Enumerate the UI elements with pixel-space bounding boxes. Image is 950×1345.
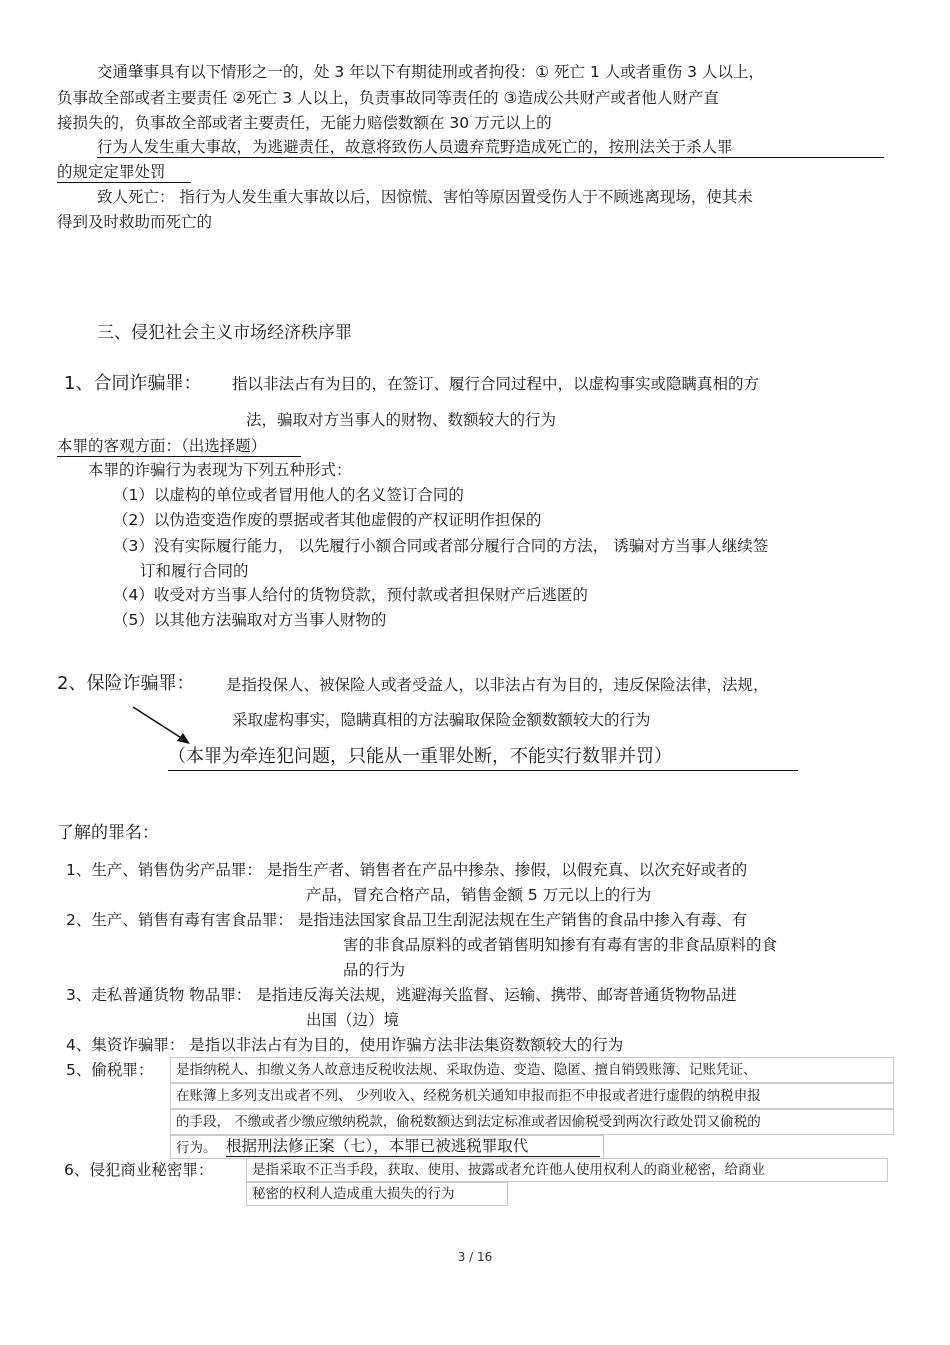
form-item-3-cont: 订和履行合同的 — [140, 562, 249, 580]
known-item-4: 4、集资诈骗罪： 是指以非法占有为目的，使用诈骗方法非法集资数额较大的行为 — [66, 1036, 624, 1054]
underline-traffic-4 — [97, 157, 884, 158]
insurance-fraud-def-2: 采取虚构事实，隐瞒真相的方法骗取保险金额数额较大的行为 — [232, 711, 651, 729]
known-item-5-line-2: 在账簿上多列支出或者不列、 少列收入、经税务机关通知申报而拒不申报或者进行虚假的纳税申报 — [176, 1088, 761, 1104]
known-item-6-line-2: 秘密的权利人造成重大损失的行为 — [252, 1186, 455, 1202]
known-item-5-note: 根据刑法修正案（七），本罪已被逃税罪取代 — [226, 1137, 529, 1155]
contract-fraud-def-1: 指以非法占有为目的，在签订、履行合同过程中，以虚构事实或隐瞒真相的方 — [232, 375, 760, 393]
insurance-fraud-def-1: 是指投保人、被保险人或者受益人，以非法占有为目的，违反保险法律，法规， — [226, 676, 769, 694]
known-item-5-line-3: 的手段， 不缴或者少缴应缴纳税款，偷税数额达到法定标准或者因偷税受到两次行政处罚又偷税的 — [176, 1114, 761, 1130]
known-item-2-cont-2: 品的行为 — [343, 961, 406, 979]
contract-fraud-def-2: 法，骗取对方当事人的财物、数额较大的行为 — [246, 411, 557, 429]
known-item-5-title: 5、偷税罪： — [66, 1061, 154, 1079]
traffic-line-4: 行为人发生重大事故，为逃避责任，故意将致伤人员遗弃荒野造成死亡的，按刑法关于杀人罪 — [97, 138, 733, 156]
form-item-1: （1）以虚构的单位或者冒用他人的名义签订合同的 — [113, 486, 464, 504]
form-item-3: （3）没有实际履行能力， 以先履行小额合同或者部分履行合同的方法， 诱骗对方当事人继续签 — [113, 537, 769, 555]
traffic-line-6: 致人死亡： 指行为人发生重大事故以后，因惊慌、害怕等原因置受伤人于不顾逃离现场，使其未 — [97, 188, 753, 206]
traffic-line-7: 得到及时救助而死亡的 — [57, 213, 213, 231]
underline-insurance-note — [168, 770, 798, 771]
contract-fraud-title: 1、合同诈骗罪： — [64, 373, 202, 394]
traffic-line-2: 负事故全部或者主要责任 ②死亡 3 人以上，负责事故同等责任的 ③造成公共财产或者他人财产直 — [57, 89, 719, 107]
objective-aspect: 本罪的客观方面：（出选择题） — [57, 437, 267, 455]
underline-tax-note — [226, 1156, 600, 1157]
known-item-2-cont-1: 害的非食品原料的或者销售明知掺有有毒有害的非食品原料的食 — [343, 936, 778, 954]
form-item-2: （2）以伪造变造作废的票据或者其他虚假的产权证明作担保的 — [113, 511, 542, 529]
insurance-fraud-note: （本罪为牵连犯问题，只能从一重罪处断，不能实行数罪并罚） — [168, 746, 672, 767]
known-item-3: 3、走私普通货物 物品罪： 是指违反海关法规，逃避海关监督、运输、携带、邮寄普通货物物品进 — [66, 986, 737, 1004]
traffic-line-5: 的规定定罪处罚 — [57, 163, 166, 181]
known-item-2: 2、生产、销售有毒有害食品罪： 是指违法国家食品卫生刮泥法规在生产销售的食品中掺入有毒、有 — [66, 911, 748, 929]
forms-intro: 本罪的诈骗行为表现为下列五种形式： — [88, 461, 352, 479]
arrow-icon — [130, 704, 194, 748]
traffic-line-1: 交通肇事具有以下情形之一的，处 3 年以下有期徒刑或者拘役：① 死亡 1 人或者重伤 3 人以上， — [97, 63, 764, 81]
insurance-fraud-title: 2、保险诈骗罪： — [57, 673, 195, 694]
known-item-6-title: 6、侵犯商业秘密罪： — [64, 1161, 214, 1179]
underline-traffic-5 — [57, 182, 191, 183]
form-item-5: （5）以其他方法骗取对方当事人财物的 — [113, 611, 387, 629]
underline-objective — [57, 456, 301, 457]
known-item-3-cont: 出国（边）境 — [306, 1011, 400, 1029]
known-item-5-line-4: 行为。 — [176, 1140, 217, 1156]
traffic-line-3: 接损失的，负事故全部或者主要责任，无能力赔偿数额在 30 万元以上的 — [57, 114, 552, 132]
known-item-1: 1、生产、销售伪劣产品罪： 是指生产者、销售者在产品中掺杂、掺假，以假充真、以次充好或者的 — [66, 861, 748, 879]
known-item-6-line-1: 是指采取不正当手段，获取、使用、披露或者允许他人使用权利人的商业秘密，给商业 — [252, 1162, 765, 1178]
known-item-1-cont: 产品，冒充合格产品，销售金额 5 万元以上的行为 — [306, 886, 652, 904]
form-item-4: （4）收受对方当事人给付的货物贷款，预付款或者担保财产后逃匿的 — [113, 586, 588, 604]
section-heading: 三、侵犯社会主义市场经济秩序罪 — [97, 323, 352, 343]
known-crimes-heading: 了解的罪名： — [57, 823, 159, 843]
page-number: 3 / 16 — [457, 1250, 493, 1264]
known-item-5-line-1: 是指纳税人、扣缴义务人故意违反税收法规、采取伪造、变造、隐匿、擅自销毁账簿、记账凭证、 — [176, 1062, 757, 1078]
